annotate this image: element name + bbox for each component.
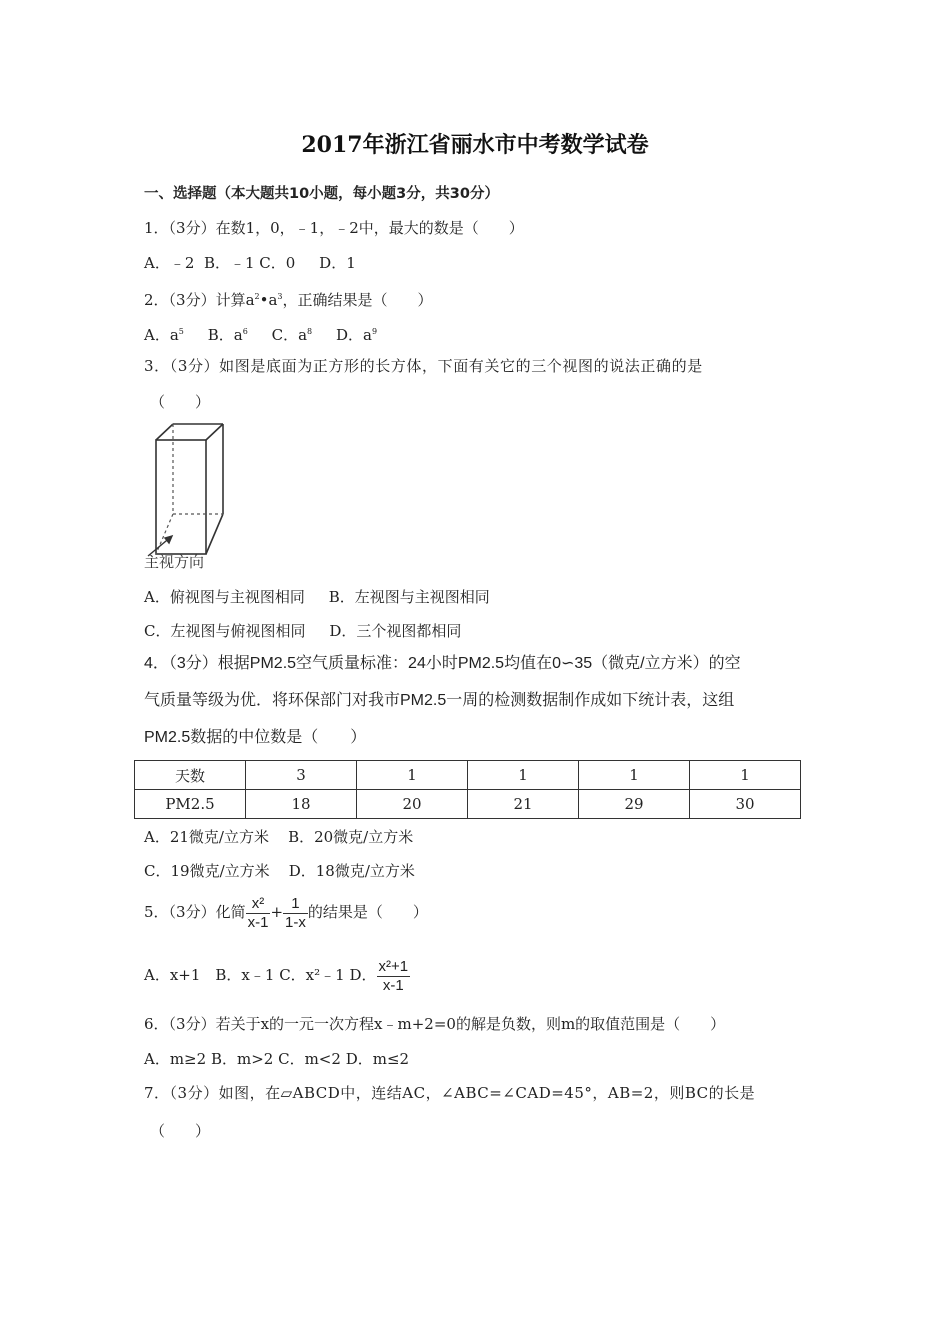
- q2-option-d[interactable]: D．$a^9$: [335, 326, 378, 344]
- question-3-stem: 3．（3分）如图是底面为正方形的长方体，下面有关它的三个视图的说法正确的是: [144, 357, 703, 375]
- fraction-denominator: 1-x: [285, 913, 306, 931]
- question-4-stem-line2: 气质量等级为优．将环保部门对我市PM2.5一周的检测数据制作成如下统计表，这组: [144, 692, 735, 709]
- table-cell: 21: [468, 790, 579, 819]
- question-2-options: [144, 322, 377, 345]
- q1-option-c[interactable]: C．0: [259, 254, 296, 272]
- question-6-stem: 6．（3分）若关于x的一元一次方程x﹣m+2=0的解是负数，则m的取值范围是（ ）: [144, 1015, 726, 1033]
- q2-stem-part: 2．（3分）计算a: [144, 291, 255, 309]
- q6-option-a[interactable]: A．m≥2: [144, 1050, 207, 1068]
- q2-option-c[interactable]: C．$a^8$: [271, 326, 313, 344]
- q1-option-d[interactable]: D．1: [319, 254, 356, 272]
- q4-option-b[interactable]: B．20微克/立方米: [288, 828, 414, 846]
- question-3-options-row1: [144, 587, 490, 607]
- question-4-stem-line1: 4．（3分）根据PM2.5空气质量标准：24小时PM2.5均值在0∽35（微克/立方米）的空: [144, 655, 741, 672]
- fraction-numerator: 1: [283, 895, 308, 914]
- section-heading: 一、选择题（本大题共10小题，每小题3分，共30分）: [144, 186, 499, 202]
- question-4-options-row2: [144, 861, 415, 881]
- q1-option-a[interactable]: A．﹣2: [144, 254, 195, 272]
- table-cell: 1: [357, 761, 468, 790]
- fraction-numerator: x²: [246, 895, 271, 914]
- q5-stem-part: 的结果是（ ）: [307, 903, 428, 921]
- q6-option-b[interactable]: B．m>2: [210, 1050, 274, 1068]
- cuboid-figure: [140, 418, 240, 573]
- q3-option-a[interactable]: A．俯视图与主视图相同: [144, 588, 305, 606]
- q3-option-b[interactable]: B．左视图与主视图相同: [328, 588, 490, 606]
- q2-option-b[interactable]: B．$a^6$: [207, 326, 248, 344]
- question-4-options-row1: [144, 827, 413, 847]
- plus-sign: +: [270, 903, 284, 921]
- fraction-numerator: x²+1: [378, 957, 409, 975]
- q2-option-a[interactable]: A．$a^5$: [144, 326, 184, 344]
- q3-option-d[interactable]: D．三个视图都相同: [329, 622, 462, 640]
- table-cell: 18: [246, 790, 357, 819]
- question-1-options: [144, 253, 356, 273]
- table-cell: 20: [357, 790, 468, 819]
- fraction-1: [246, 895, 271, 932]
- question-2-stem: [144, 287, 433, 310]
- question-7-stem: 7．（3分）如图，在▱ABCD中，连结AC，∠ABC=∠CAD=45°，AB=2，则BC的长是: [144, 1084, 756, 1102]
- q5-stem-part: 5．（3分）化简: [144, 903, 246, 921]
- pm25-table: [134, 760, 801, 819]
- q4-option-a[interactable]: A．21微克/立方米: [144, 828, 269, 846]
- fraction-denominator: x-1: [247, 913, 269, 931]
- page-title: 2017年浙江省丽水市中考数学试卷: [301, 132, 649, 158]
- q2-stem-part: •a: [259, 291, 278, 309]
- question-4-stem-line3: PM2.5数据的中位数是（ ）: [144, 729, 367, 746]
- fraction-2: [283, 895, 308, 932]
- table-cell: 1: [579, 761, 690, 790]
- table-cell: PM2.5: [135, 790, 246, 819]
- question-7-paren: （ ）: [150, 1122, 211, 1140]
- question-3-options-row2: [144, 621, 461, 641]
- table-cell: 3: [246, 761, 357, 790]
- question-5-stem: [144, 892, 428, 932]
- q6-option-d[interactable]: D．m≤2: [345, 1050, 410, 1068]
- q2-exponent: 3: [277, 292, 283, 301]
- q5-options-abc[interactable]: A．x+1 B．x﹣1 C．x²﹣1 D．: [144, 966, 377, 984]
- question-3-paren: （ ）: [150, 393, 211, 411]
- table-row: [135, 761, 801, 790]
- table-cell: 1: [468, 761, 579, 790]
- table-row: [135, 790, 801, 819]
- question-6-options: [144, 1049, 409, 1069]
- table-cell: 天数: [135, 761, 246, 790]
- q2-exponent: 2: [254, 292, 260, 301]
- table-cell: 30: [690, 790, 801, 819]
- q4-option-d[interactable]: D．18微克/立方米: [288, 862, 415, 880]
- q6-option-c[interactable]: C．m<2: [278, 1050, 341, 1068]
- q5-option-d-fraction[interactable]: [377, 958, 411, 995]
- q1-option-b[interactable]: B．﹣1: [203, 254, 255, 272]
- q2-stem-part: ，正确结果是（ ）: [282, 291, 433, 309]
- q4-option-c[interactable]: C．19微克/立方米: [144, 862, 270, 880]
- fraction-denominator: x-1: [382, 976, 404, 994]
- question-1-stem: 1．（3分）在数1，0，﹣1，﹣2中，最大的数是（ ）: [144, 219, 524, 237]
- table-cell: 29: [579, 790, 690, 819]
- question-5-options: [144, 955, 410, 995]
- figure-caption: 主视方向: [144, 553, 205, 571]
- table-cell: 1: [690, 761, 801, 790]
- q3-option-c[interactable]: C．左视图与俯视图相同: [144, 622, 306, 640]
